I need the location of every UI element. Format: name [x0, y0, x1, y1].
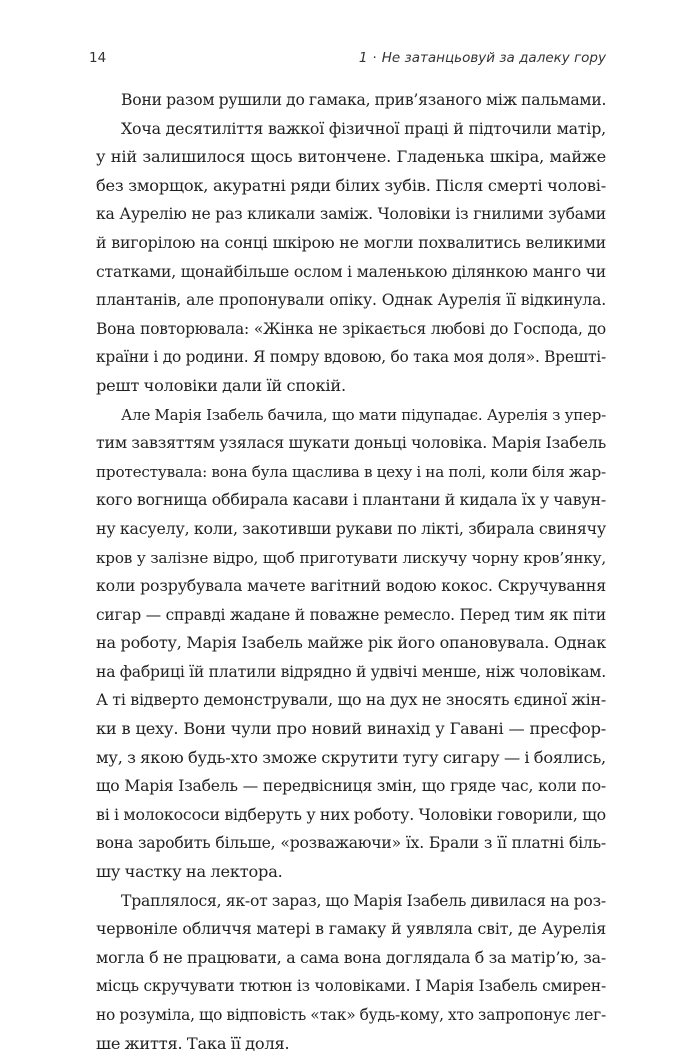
text-line: вона заробить більше, «розважаючи» їх. Брали з її платні біль- — [96, 834, 606, 853]
text-line: Траплялося, як-от зараз, що Марія Ізабель дивилася на роз- — [121, 891, 606, 910]
text-line: коли розрубувала мачете вагітний водою кокос. Скручування — [96, 576, 606, 596]
text-line: на роботу, Марія Ізабель майже рік його опановувала. Однак — [96, 633, 606, 653]
text-line: й вигорілою на сонці шкірою не могли похвалитись великими — [96, 232, 606, 252]
text-line: кров у залізне відро, щоб приготувати лискучу чорну кров’янку, — [96, 548, 606, 567]
text-line: країни і до родини. Я помру вдовою, бо така моя доля». Врешті- — [96, 348, 606, 367]
text-line: місць скручувати тютюн із чоловіками. І Марія Ізабель смирен- — [96, 977, 606, 996]
paragraph — [96, 86, 606, 115]
running-head — [89, 50, 606, 74]
text-line: ну касуелу, коли, закотивши рукави по лікті, збирала свинячу — [96, 518, 606, 538]
text-line: тим завзяттям узялася шукати доньці чоловіка. Марія Ізабель — [96, 433, 606, 453]
text-line: Вони разом рушили до гамака, прив’язаного між пальмами. — [121, 91, 607, 109]
chapter-number: 1 — [358, 50, 368, 66]
text-line: Але Марія Ізабель бачила, що мати підупадає. Аурелія з упер- — [121, 405, 606, 424]
text-line: А ті відверто демонстрували, що на дух не зносять єдиної жін- — [96, 690, 606, 710]
chapter-heading — [359, 50, 606, 66]
text-line: кого вогнища оббирала касави і плантани й кидала їх у чавун- — [96, 490, 606, 510]
chapter-title: Не затанцьовуй за далеку гору — [381, 50, 606, 66]
paragraph — [96, 115, 606, 401]
text-line: ві і молокососи відберуть у них роботу. Чоловіки говорили, що — [96, 804, 606, 824]
body-text — [96, 86, 606, 1058]
text-line: статками, щонайбільше ослом і маленькою ділянкою манго чи — [96, 262, 606, 281]
text-line: Вона повторювала: «Жінка не зрікається любові до Господа, до — [96, 319, 606, 338]
text-line: у ній залишилося щось витончене. Гладенька шкіра, майже — [96, 147, 606, 167]
text-line: без зморщок, акуратні ряди білих зубів. Після смерті чолові- — [96, 175, 606, 195]
text-line: шу частку на лектора. — [96, 862, 283, 882]
page-number: 14 — [89, 50, 107, 66]
text-line: сигар — справді жадане й поважне ремесло. Перед тим як піти — [96, 605, 606, 624]
text-line: решт чоловіки дали їй спокій. — [96, 375, 346, 395]
text-line: но розуміла, що відповість «так» будь-кому, хто запропонує лег- — [96, 1006, 606, 1024]
text-line: плантанів, але пропонували опіку. Однак Аурелія її відкинула. — [96, 291, 606, 310]
text-line: ки в цеху. Вони чули про новий винахід у Гавані — пресфор- — [96, 719, 606, 739]
text-line: на фабриці їй платили відрядно й удвічі менше, ніж чоловікам. — [96, 662, 606, 681]
text-line: ше життя. Така її доля. — [96, 1033, 290, 1053]
text-line: му, з якою будь-хто зможе скрутити тугу сигару — і боялись, — [96, 747, 606, 767]
text-line: що Марія Ізабель — передвісниця змін, що гряде час, коли по- — [96, 777, 606, 796]
text-line: могла б не працювати, а сама вона доглядала б за матір’ю, за- — [96, 947, 606, 967]
chapter-separator: · — [372, 50, 377, 66]
text-line: протестувала: вона була щаслива в цеху і на полі, коли біля жар- — [96, 462, 606, 481]
paragraph — [96, 887, 606, 1058]
text-line: червоніле обличчя матері в гамаку й уявляла світ, де Аурелія — [96, 919, 606, 939]
text-line: ка Аурелію не раз кликали заміж. Чоловіки із гнилими зубами — [96, 205, 606, 224]
paragraph — [96, 401, 606, 887]
text-line: Хоча десятиліття важкої фізичної праці й підточили матір, — [121, 118, 606, 138]
